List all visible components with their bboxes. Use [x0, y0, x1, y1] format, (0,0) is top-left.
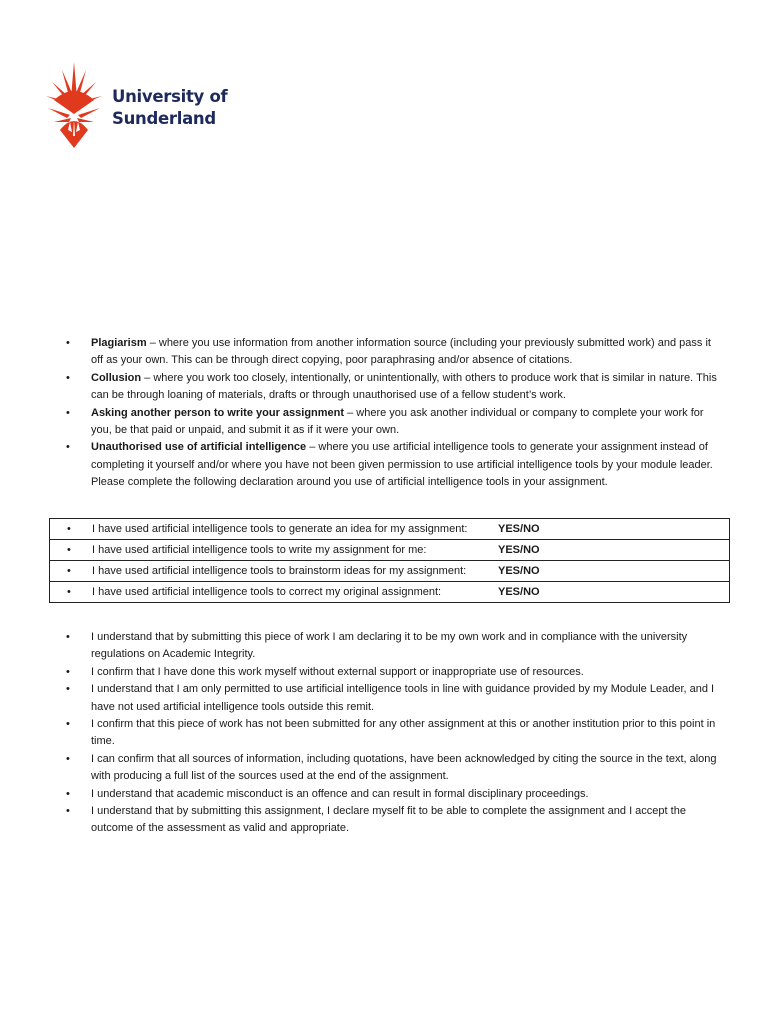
yes-no-answer[interactable]: YES/NO	[498, 586, 540, 598]
definition-text: – where you use information from another information source (including your previously submitted work) and pass it off as your own. This can be through direct copying, poor paraphrasing and/or absence of citations.	[91, 337, 711, 367]
declaration-item: • I understand that I am only permitted to use artificial intelligence tools in line with guidance provided by my Module Leader, and I have not used artificial intelligence tools outside this remit.	[66, 681, 726, 716]
definition-item	[66, 335, 726, 370]
declaration-item: • I can confirm that all sources of information, including quotations, have been acknowledged by citing the source in the text, along with producing a full list of the sources used at the end of the assignment.	[66, 751, 726, 786]
definition-item	[66, 405, 726, 440]
ai-declaration-table	[49, 518, 730, 603]
declaration-item: • I understand that by submitting this piece of work I am declaring it to be my own work and in compliance with the university regulations on Academic Integrity.	[66, 629, 726, 664]
declaration-item: • I understand that academic misconduct is an offence and can result in formal disciplinary proceedings.	[66, 786, 726, 803]
definition-item	[66, 439, 726, 491]
university-name	[112, 86, 227, 130]
definition-item	[66, 370, 726, 405]
ai-declaration-row	[50, 540, 730, 561]
student-declarations-list	[66, 629, 726, 838]
university-name-line1: University of	[112, 87, 228, 106]
university-logo	[42, 60, 242, 152]
ai-declaration-row	[50, 582, 730, 603]
ai-declaration-row	[50, 519, 730, 540]
bullet: •	[67, 544, 71, 556]
definition-text: – where you work too closely, intentionally, or unintentionally, with others to produce work that is similar in nature. This can be through loaning of materials, drafts or through unauthorised use of a fellow student’s work.	[91, 371, 717, 402]
ai-statement: I have used artificial intelligence tools to write my assignment for me:	[92, 544, 427, 556]
yes-no-answer[interactable]: YES/NO	[498, 523, 540, 535]
definition-term: Plagiarism	[91, 337, 147, 349]
declaration-item: • I understand that by submitting this assignment, I declare myself fit to be able to complete the assignment and I accept the outcome of the assessment as valid and appropriate.	[66, 803, 726, 838]
yes-no-answer[interactable]: YES/NO	[498, 544, 540, 556]
yes-no-answer[interactable]: YES/NO	[498, 565, 540, 577]
bullet: •	[67, 523, 71, 535]
ai-statement: I have used artificial intelligence tools to generate an idea for my assignment:	[92, 523, 468, 535]
ai-statement: I have used artificial intelligence tools to brainstorm ideas for my assignment:	[92, 565, 467, 577]
declaration-item: • I confirm that this piece of work has not been submitted for any other assignment at this or another institution prior to this point in time.	[66, 716, 726, 751]
university-name-line2: Sunderland	[112, 109, 216, 128]
declaration-item: • I confirm that I have done this work myself without external support or inappropriate use of resources.	[66, 664, 726, 681]
definition-term: Asking another person to write your assignment	[91, 406, 345, 419]
misconduct-definitions-list	[66, 335, 726, 492]
definition-text: – where you ask another individual or company to complete your work for you, be that paid or unpaid, and submit it as if it were your own.	[91, 406, 704, 437]
ai-declaration-row	[50, 561, 730, 582]
definition-term: Collusion	[91, 371, 142, 384]
bullet: •	[67, 565, 71, 577]
sunburst-crest-icon	[42, 60, 106, 152]
definition-term: Unauthorised use of artificial intelligence	[91, 441, 307, 454]
ai-statement: I have used artificial intelligence tools to correct my original assignment:	[92, 586, 442, 598]
bullet: •	[67, 586, 71, 598]
definition-text: – where you use artificial intelligence tools to generate your assignment instead of completing it yourself and/or where you have not been given permission to use artificial intelligence tools by your module leader. Please complete the following declaration around you use of artificial intelligence tools in your assignment.	[91, 441, 713, 489]
